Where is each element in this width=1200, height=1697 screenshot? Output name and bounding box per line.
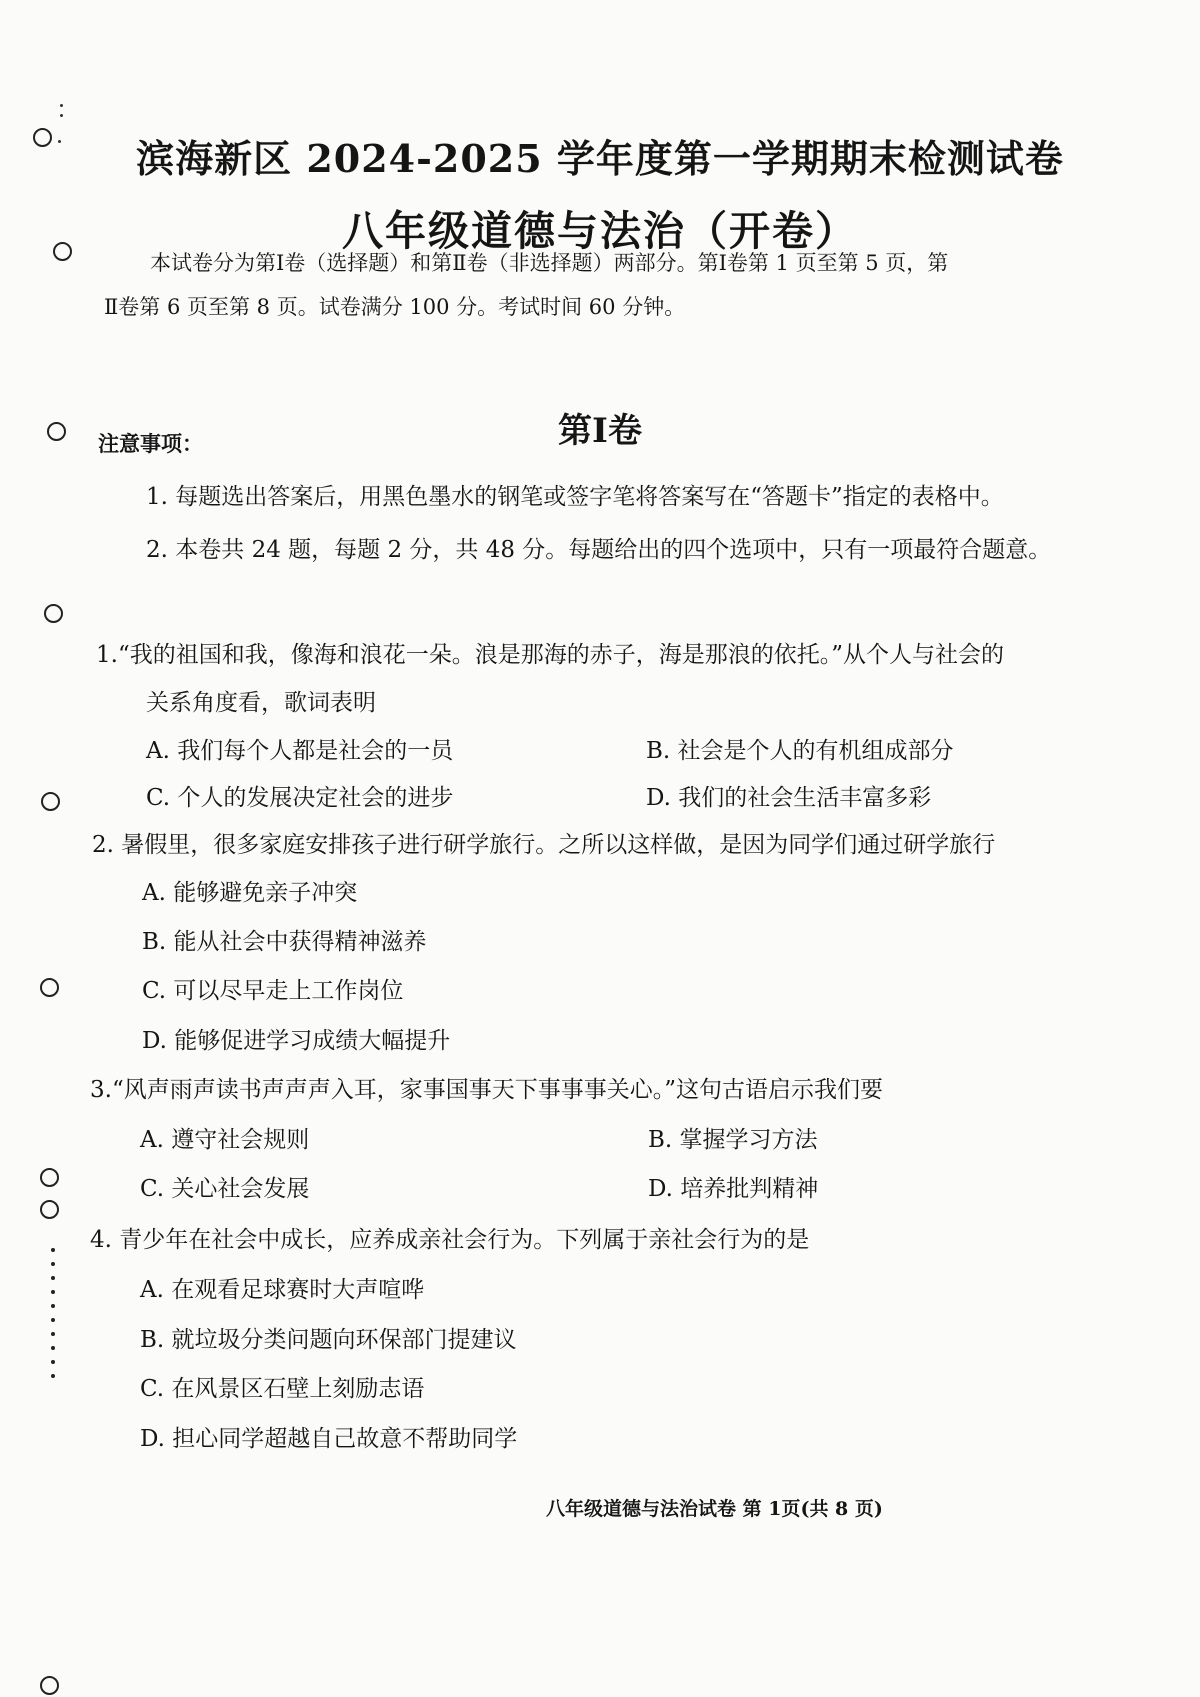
note-item: 1. 每题选出答案后，用黑色墨水的钢笔或签字笔将答案写在“答题卡”指定的表格中。 — [146, 484, 1004, 510]
option: D. 担心同学超越自己故意不帮助同学 — [140, 1426, 518, 1452]
option: A. 能够避免亲子冲突 — [142, 880, 358, 906]
margin-dot — [60, 104, 63, 107]
option: B. 社会是个人的有机组成部分 — [646, 738, 954, 764]
question-stem: 关系角度看，歌词表明 — [146, 690, 376, 716]
intro-line: 本试卷分为第Ⅰ卷（选择题）和第Ⅱ卷（非选择题）两部分。第Ⅰ卷第 1 页至第 5 页，第 — [150, 251, 949, 275]
exam-title: 滨海新区 2024-2025 学年度第一学期期末检测试卷 — [136, 136, 1064, 181]
page-footer: 八年级道德与法治试卷 第 1页(共 8 页) — [546, 1498, 883, 1520]
binding-hole — [40, 978, 59, 997]
option: D. 能够促进学习成绩大幅提升 — [142, 1028, 451, 1054]
section-title: 第Ⅰ卷 — [558, 411, 642, 451]
question-stem: 2. 暑假里，很多家庭安排孩子进行研学旅行。之所以这样做，是因为同学们通过研学旅行 — [92, 832, 996, 858]
intro-line: Ⅱ卷第 6 页至第 8 页。试卷满分 100 分。考试时间 60 分钟。 — [104, 295, 686, 319]
binding-hole — [41, 792, 60, 811]
option: C. 个人的发展决定社会的进步 — [146, 785, 454, 811]
binding-hole — [44, 604, 63, 623]
question-stem: 3.“风声雨声读书声声声入耳，家事国事天下事事事关心。”这句古语启示我们要 — [90, 1077, 883, 1103]
binding-hole — [40, 1200, 59, 1219]
note-item: 2. 本卷共 24 题，每题 2 分，共 48 分。每题给出的四个选项中，只有一项最符合题意。 — [146, 537, 1052, 563]
option: A. 我们每个人都是社会的一员 — [146, 738, 454, 764]
option: B. 掌握学习方法 — [648, 1127, 818, 1153]
notes-heading: 注意事项： — [98, 431, 203, 456]
option: D. 培养批判精神 — [648, 1176, 819, 1202]
margin-dot-column — [51, 1248, 55, 1388]
question-stem: 4. 青少年在社会中成长，应养成亲社会行为。下列属于亲社会行为的是 — [90, 1227, 810, 1253]
option: B. 就垃圾分类问题向环保部门提建议 — [140, 1327, 517, 1353]
option: D. 我们的社会生活丰富多彩 — [646, 785, 932, 811]
option: A. 在观看足球赛时大声喧哗 — [140, 1277, 425, 1303]
margin-dot — [60, 114, 63, 117]
option: C. 在风景区石壁上刻励志语 — [140, 1376, 425, 1402]
option: B. 能从社会中获得精神滋养 — [142, 929, 427, 955]
binding-hole — [40, 1676, 59, 1695]
exam-subtitle: 八年级道德与法治（开卷） — [342, 207, 858, 255]
question-stem: 1.“我的祖国和我，像海和浪花一朵。浪是那海的赤子，海是那浪的依托。”从个人与社会的 — [96, 642, 1004, 668]
option: A. 遵守社会规则 — [140, 1127, 310, 1153]
option: C. 可以尽早走上工作岗位 — [142, 978, 404, 1004]
binding-hole — [40, 1168, 59, 1187]
option: C. 关心社会发展 — [140, 1176, 310, 1202]
